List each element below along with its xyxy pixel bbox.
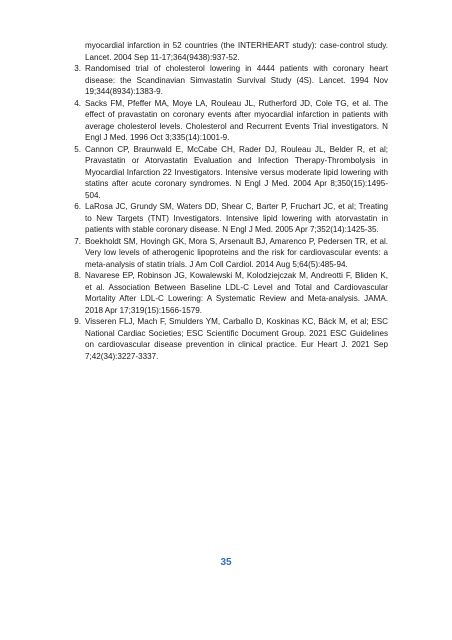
reference-item	[63, 98, 388, 144]
reference-number: 3.	[74, 64, 81, 73]
reference-item	[63, 144, 388, 202]
reference-item	[63, 63, 388, 98]
reference-text: Boekholdt SM, Hovingh GK, Mora S, Arsenault BJ, Amarenco P, Pedersen TR, et al. Very low levels of atherogenic lipoproteins and the risk for cardiovascular events: a meta-analysis of statin trials. J Am Coll Cardiol. 2014 Aug 5;64(5):485-94.	[85, 236, 388, 269]
reference-item	[63, 236, 388, 271]
reference-text: myocardial infarction in 52 countries (the INTERHEART study): case-control study. Lancet. 2004 Sep 11-17;364(9438):937-52.	[85, 41, 388, 62]
reference-item	[63, 201, 388, 236]
reference-item	[63, 316, 388, 362]
reference-text: Randomised trial of cholesterol lowering in 4444 patients with coronary heart disease: the Scandinavian Simvastatin Survival Study (4S). Lancet. 1994 Nov 19;344(8934):1383-9.	[85, 64, 388, 96]
reference-number: 5.	[74, 144, 81, 154]
reference-number: 6.	[74, 202, 81, 211]
reference-list	[63, 40, 388, 362]
reference-text: Cannon CP, Braunwald E, McCabe CH, Rader DJ, Rouleau JL, Belder R, et al; Pravastatin or Atorvastatin Evaluation and Infection Therapy-Thrombolysis in Myocardial Infarction 22 Investigators. Intensive versus moderate lipid lowering with statins after acute coronary syndromes. N Engl J Med. 2004 Apr 8;350(15):1495-504.	[85, 144, 388, 200]
reference-number: 7.	[74, 236, 81, 246]
page-number: 35	[220, 557, 232, 568]
reference-number: 8.	[74, 271, 81, 280]
reference-text: Sacks FM, Pfeffer MA, Moye LA, Rouleau JL, Rutherford JD, Cole TG, et al. The effect of pravastatin on coronary events after myocardial infarction in patients with average cholesterol levels. Cholesterol and Recurrent Events Trial investigators. N Engl J Med. 1996 Oct 3;335(14):1001-9.	[85, 98, 388, 142]
reference-item	[63, 40, 388, 63]
reference-text: Navarese EP, Robinson JG, Kowalewski M, Kolodziejczak M, Andreotti F, Bliden K, et al. Association Between Baseline LDL-C Level and Total and Cardiovascular Mortality After LDL-C Lowering: A Systematic Review and Meta-analysis. JAMA. 2018 Apr 17;319(15):1566-1579.	[85, 271, 388, 315]
reference-number: 4.	[74, 98, 81, 108]
reference-text: LaRosa JC, Grundy SM, Waters DD, Shear C, Barter P, Fruchart JC, et al; Treating to New Targets (TNT) Investigators. Intensive lipid lowering with atorvastatin in patients with stable coronary disease. N Engl J Med. 2005 Apr 7;352(14):1425-35.	[85, 202, 388, 234]
reference-number: 9.	[74, 317, 81, 326]
reference-text: Visseren FLJ, Mach F, Smulders YM, Carballo D, Koskinas KC, Bäck M, et al; ESC National Cardiac Societies; ESC Scientific Document Group. 2021 ESC Guidelines on cardiovascular disease prevention in clinical practice. Eur Heart J. 2021 Sep 7;42(34):3227-3337.	[85, 317, 388, 361]
reference-item	[63, 270, 388, 316]
